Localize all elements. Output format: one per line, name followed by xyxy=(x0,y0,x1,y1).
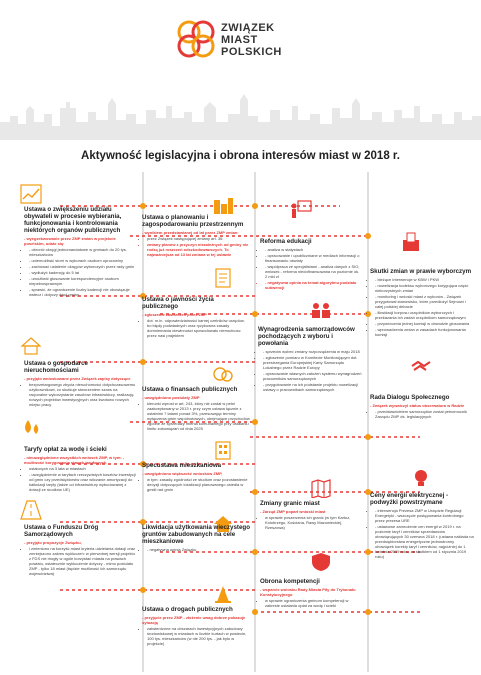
list-item: • w sprawie poszerzenia ich granic (w tym Kartuz, Kołobrzegu, Kościana, Rawy Mazowieckiej, Rzeszowa) xyxy=(265,515,362,530)
logo-line-2: MIAST xyxy=(221,34,258,46)
list-item: • - negatywna opinia na temat algorytmu podziału subwencji xyxy=(265,280,360,290)
block-zmiany-granic-miast xyxy=(260,500,362,531)
water-drop-icon xyxy=(20,418,42,438)
list-item: • - umożliwić głosowanie korespondencyjne osobom niepełnosprawnym xyxy=(29,276,136,286)
chart-growth-icon xyxy=(20,184,42,204)
city-plan-icon xyxy=(212,196,234,216)
list-item: • - sprzeciw wobec zmiany rozporządzenia w maju 2018 xyxy=(263,349,362,354)
list-item: • - opracowanie własnych założeń systemu wynagrodzeń pracowników samorządowych xyxy=(263,371,362,381)
list-item: • - zgłoszenie pomiaru w Komitecie Monitorującym dot. przestrzegania Europejskiej Karty Samorządu Lokalnego przez Radzie Europy xyxy=(263,355,362,370)
block-specustawa-mieszkaniowa xyxy=(142,462,250,493)
logo-line-1: ZWIĄZEK xyxy=(221,22,275,34)
block-obrona-kompetencji xyxy=(260,578,362,609)
map-icon xyxy=(310,478,332,498)
block-ustawa-udzial-obywateli xyxy=(24,206,136,298)
list-item: • - sprawić, że ograniczenie liczby kadencji nie obowiązuje wstecz i dotyczy dwuj gminy xyxy=(29,287,136,297)
people-group-icon xyxy=(310,300,332,320)
block-drogi-publiczne xyxy=(142,606,250,647)
block-highlight: - nieuwzględnione wszystkich wniosek ZMP, w tym: - możliwość korygowania stawek taryfowych xyxy=(24,455,125,465)
list-item: • - wydłużyć kadencję do 5 lat xyxy=(29,270,136,275)
block-title: Ustawa o zwiększeniu udziału obywateli w procesie wybierania, funkcjonowania i kontrolowania niektórych organów publicznych xyxy=(24,206,122,234)
traffic-cone-icon xyxy=(212,584,234,604)
list-item: • zmiany planów z przyczyn niezależnych od gminy nie rodzą już roszczeń odszkodowawczych. To najważniejsza od 13 lat zmiana w tej ustawie xyxy=(147,242,250,257)
block-highlight: - przyjęto propozycje Związku, xyxy=(24,540,82,545)
logo-emblem-icon xyxy=(175,18,219,62)
block-title: Wynagrodzenia samorządowców pochodzących z wyboru i powołania xyxy=(258,326,355,347)
logo-line-3: POLSKICH xyxy=(221,46,282,58)
block-title: Ceny energii elektrycznej - podwyżki powstrzymane xyxy=(370,492,449,506)
block-rada-dialogu-spolecznego xyxy=(370,394,474,420)
list-item: • - analiza w statystach xyxy=(265,247,360,252)
apartment-building-icon xyxy=(212,440,234,460)
block-fundusz-drog-samorzadowych xyxy=(24,524,136,577)
list-item: • - przedstawicielem samorządów został pełnomocnik Zarządu ZMP ds. legislacyjnych xyxy=(375,409,474,419)
list-item: • - monitoring i wnioski miast z wyborów - Związek przygotował stanowisko, które przedłożył Sejmowi i całej polskiej debacie xyxy=(375,294,474,309)
block-wynagrodzenia-samorzadowcow xyxy=(258,326,362,393)
lightbulb-icon xyxy=(410,468,432,488)
list-item: • - nowelizacja kodeksu wyborczego korygująca część niekorzystnych zmian xyxy=(375,283,474,293)
block-highlight: - Związek wywalczył status obserwatora w Radzie xyxy=(370,403,465,408)
block-highlight: - wsparcie wniosku Rady Miasta Piły do Trybunału Konstytucyjnego xyxy=(260,587,356,597)
list-item: • - uniemożliwić storń w wyborach osobom oprocowiny xyxy=(29,258,136,263)
list-item: • - opracowanie i upubliczniane w mediach informacji o finansowaniu oświaty xyxy=(265,253,360,263)
block-title: Ustawa o Funduszu Dróg Samorządowych xyxy=(24,524,99,538)
list-item: • - wprowadzenia zmian w zasadach funkcjonowania komisji xyxy=(375,327,474,337)
block-ceny-energii xyxy=(370,492,474,560)
block-highlight: - zgłoszenie zastrzeżeń przez ZMP xyxy=(142,312,207,317)
page-title: Aktywność legislacyjna i obrona interesów miast w 2018 r. xyxy=(81,150,400,162)
list-item: • - zachować ustalenie okręgów wyborczych przez rady gmin xyxy=(29,264,136,269)
list-item: • zatwierdzone na obszarach inwestycyjnych zabudowy środowiskowej w miastach w liczbie kurtach w powiecie, 100 tys. mieszkańców (w nie 200 tys. - jak było w projekcie) xyxy=(147,626,250,646)
block-highlight: - uwzględniono postulaty ZMP xyxy=(142,395,200,400)
block-title: Rada Dialogu Społecznego xyxy=(370,394,450,401)
house-icon xyxy=(20,336,42,356)
block-highlight: - wynikiem przedstawianej od lat przez ZMP zmian: xyxy=(142,230,239,235)
list-item: • ustalonych na 3 lata w miastach xyxy=(29,466,136,471)
block-title: Obrona kompetencji xyxy=(260,578,320,585)
block-highlight: - Zarząd ZMP poparł wnioski miast xyxy=(260,509,326,514)
list-item: • kierunki wprost w art. 243, który nie został w pełni zaakceptowany w 2013 r. przy czym ustawa łącznie z ostatnimi 7 latami ponad 3%, przesuwając terminy wyłączenia gmin wspólnotowych, obejmujące przychodów zgodne ze sprzedaży mienia komunalnego przy ustalaniu limitu zobowiązań od dnia 2025 xyxy=(147,401,250,431)
list-item: • i zmieniono na korzyść miast kryteria udzielania dotacji oraz zmniejszono zakres wykluczeń: w pierwotnej wersji projektu z FDS nie mogły w ogóle korzystać miasta na prawach powiatu, ostatecznie wykluczenie dotyczy - mimo postulatu ZMP - tylko 18 miast (będzie możliwość ich samorządu województwa) xyxy=(29,546,136,576)
list-item: • - likwidacji korpusu urzędników wyborczych i przekazania ich zadań urzędnikom samorządowym xyxy=(375,310,474,320)
list-item: • bezprzetargowego zbycia nieruchomości dotychczasowemu użytkownikowi, co skutkuje stworzeniem szans na racjonalne wykorzystanie zasobów infrastruktury, realizację nowych projektów inwestycyjnych oraz kwotowo nowych miejsc pracy xyxy=(29,382,136,407)
list-item: • - ustawowe zamrożenie cen energii w 2019 r. na poziomie taryf i cenników sprzedawców obowiązujących 30 czerwca 2018 r. (ustawa nakłada na przedsiębiorstwa energetyczne jednostronny obowiązek korekty taryf i cenników, najpóźniej do 1 kwietnia 2019 roku, ze skutkiem od 1 stycznia 2019 roku) xyxy=(375,524,474,559)
list-item: • dot. m.in. odpowiedzialności karnej czelników urzędów, bo błędy podwładnych oraz ryzykowna zasady domniemania niewinności spowodowało niemożnosc przez nasi prajektem xyxy=(147,318,250,338)
block-title: Ustawa o drogach publicznych xyxy=(142,606,233,613)
document-icon xyxy=(212,268,234,288)
shield-icon xyxy=(310,552,332,572)
block-highlight: - przyjęto wnioskowane przez Związek zapisy dotyczące xyxy=(24,376,131,381)
city-skyline-illustration xyxy=(0,92,481,140)
logo xyxy=(175,18,335,78)
block-title: Ustawa o jawności życia publicznego xyxy=(142,296,214,310)
list-item: • - negatywna opinia Związku xyxy=(147,547,250,552)
block-taryfy-woda-scieki xyxy=(24,446,136,493)
road-icon xyxy=(20,500,42,520)
block-title: Ustawa o gospodarce nieruchomościami xyxy=(24,360,88,374)
block-finanse-publiczne xyxy=(142,386,250,432)
block-title: Likwidacja użytkowania wieczystego gruntów zabudowanych na cele mieszkaniowe xyxy=(142,524,250,545)
handshake-icon xyxy=(410,356,432,376)
block-title: Skutki zmian w prawie wyborczym xyxy=(370,268,472,275)
block-title: Ustawa o finansach publicznych xyxy=(142,386,238,393)
list-item: • - przygotowanie na ich podstawie projektu nowelizacji ustawy o pracownikach samorządowych xyxy=(263,382,362,392)
block-title: Zmiany granic miast xyxy=(260,500,320,507)
block-highlight: - wyegzekwowanie przez ZMP zmian w projekcie poselskim, udało się: xyxy=(24,236,116,246)
block-gospodarka-nieruchomosciami xyxy=(24,360,136,408)
list-item: • - bieżące interwencje w KBW i PKW xyxy=(375,277,474,282)
block-reforma-edukacji xyxy=(260,238,360,291)
block-skutki-zmian-wyborczych xyxy=(370,268,474,338)
block-uzytkowanie-wieczyste xyxy=(142,524,250,553)
list-item: • - przywrócenia jednej komisji w obwodzie głosowania xyxy=(375,321,474,326)
block-title: Specustawa mieszkaniowa xyxy=(142,462,222,469)
list-item: • - interwencja Prezesa ZMP w Urzędzie Regulacji Energetyki - wszczęcie postępowania kontrolnego przez prezesa URE xyxy=(375,508,474,523)
block-highlight: - uwzględniono większość wniosków ZMP, xyxy=(142,471,223,476)
list-item: • przez Związek następującej zmiany art. 36: xyxy=(147,236,250,241)
block-jawnosc-zycia-publicznego xyxy=(142,296,250,339)
list-item: • w tym: zasadę zgodności ze studium oraz pozostawienie decyzji dotyczących lokalizacji planowanego osiedla w gestii rad gmin xyxy=(147,477,250,492)
list-item: • - obronić okręgi jednomandatowe w gminach do 20 tys. mieszkańców xyxy=(29,247,136,257)
block-title: Reforma edukacji xyxy=(260,238,312,245)
block-title: Ustawa o planowaniu i zagospodarowaniu przestrzennym xyxy=(142,214,244,228)
block-planowanie-przestrzenne xyxy=(142,214,250,258)
list-item: • w sprawie ograniczenia gminom kompetencji w zakresie ustalania opłat za wodę i ścieki xyxy=(265,598,362,608)
list-item: • - współpraca ze specjalistami - analiza danych z SIO, wniosek - reforma niedofinansowana na poziomie ok. 2 mld zł xyxy=(265,264,360,279)
block-title: Taryfy opłat za wodę i ścieki xyxy=(24,446,107,453)
block-highlight: - przyjęcie przez ZMP - złożenie uwag dobrze pokazuje sytuację xyxy=(142,615,246,625)
ballot-box-icon xyxy=(400,232,422,252)
money-coins-icon xyxy=(212,364,234,384)
teacher-board-icon xyxy=(290,200,312,220)
list-item: • - uwzględnienie w taryfach rzeczywistych kosztów inwestycji od gmin czy przedsiębiorstw oraz wliczanie amortyzacji do kalkulacji taryfy (także od infrastruktury wybudowanej z dotacji ze środków UE) xyxy=(29,472,136,492)
